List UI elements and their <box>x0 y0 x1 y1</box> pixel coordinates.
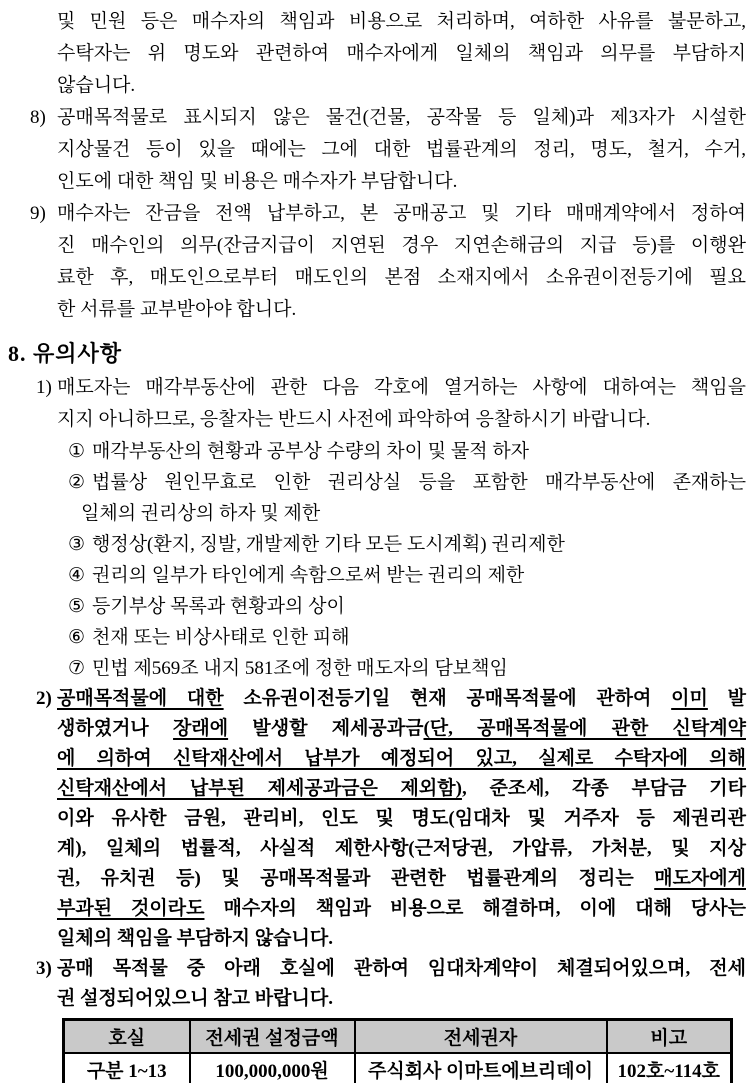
doc-line <box>57 744 746 774</box>
text-segment: 및 민원 등은 매수자의 책임과 비용으로 처리하며, 여하한 사유를 불문하고, <box>57 11 746 32</box>
doc-line <box>57 894 746 924</box>
text-segment: 법률상 원인무효로 인한 권리상실 등을 포함한 매각부동산에 존재하는 <box>92 472 746 493</box>
doc-line <box>57 804 746 834</box>
text-segment: 천재 또는 비상사태로 인한 피해 <box>92 627 350 648</box>
item-8 <box>0 102 756 198</box>
doc-line <box>36 954 746 984</box>
text-segment: 공매목적물로 표시되지 않은 물건(건물, 공작물 등 일체)과 제3자가 시설한 <box>57 107 746 128</box>
doc-line <box>30 102 746 134</box>
text-segment: 수탁자는 위 명도와 관련하여 매수자에게 일체의 책임과 의무를 부담하지 <box>57 43 746 64</box>
cell-holder: 주식회사 이마트에브리데이 <box>355 1053 607 1083</box>
text-segment: 권리의 일부가 타인에게 속함으로써 받는 권리의 제한 <box>92 565 525 586</box>
text-segment: 발 <box>707 688 746 709</box>
text-segment: 등기부상 목록과 현황과의 상이 <box>92 596 345 617</box>
header-note: 비고 <box>607 1020 732 1054</box>
doc-line <box>68 622 746 653</box>
doc-line <box>57 294 746 326</box>
list-marker: 9) <box>30 203 46 224</box>
header-jeonse-amount: 전세권 설정금액 <box>190 1020 355 1054</box>
doc-line <box>57 38 746 70</box>
doc-line <box>57 230 746 262</box>
text-segment: , 준조세, 각종 부담금 기타 <box>461 778 746 799</box>
doc-line <box>30 198 746 230</box>
item-1 <box>0 372 756 436</box>
item7-continuation-paragraph <box>0 6 756 102</box>
doc-line <box>36 684 746 714</box>
text-segment: 매수자는 잔금을 전액 납부하고, 본 공매공고 및 기타 매매계약에서 정하여 <box>57 203 746 224</box>
doc-line <box>57 864 746 894</box>
text-segment: (단, 공매목적물에 관한 신탁계약 <box>423 718 746 739</box>
text-segment: 지상물건 등이 있을 때에는 그에 대한 법률관계의 정리, 명도, 철거, 수거, <box>57 139 746 160</box>
text-segment: 일체의 책임을 부담하지 않습니다. <box>57 928 333 949</box>
doc-line <box>57 924 746 954</box>
item-2 <box>0 684 756 954</box>
item-1-subitems <box>0 436 756 684</box>
cell-note: 102호~114호 <box>607 1053 732 1083</box>
document-body <box>0 6 756 1014</box>
text-segment: 8. 유의사항 <box>8 341 123 366</box>
text-segment: 매수자의 책임과 비용으로 해결하며, 이에 대해 당사는 <box>204 898 746 919</box>
text-segment: 지지 아니하므로, 응찰자는 반드시 사전에 파악하여 응찰하시기 바랍니다. <box>57 409 651 430</box>
list-marker: ⑦ <box>68 658 86 679</box>
list-marker: 8) <box>30 107 46 128</box>
text-segment: 발생할 제세공과금 <box>228 718 424 739</box>
text-segment: 료한 후, 매도인으로부터 매도인의 본점 소재지에서 소유권이전등기에 필요 <box>57 267 746 288</box>
table-header-row <box>64 1020 732 1054</box>
text-segment: 신탁재산에서 납부된 제세공과금은 제외함) <box>57 778 462 799</box>
section-8-heading <box>0 336 756 372</box>
list-marker: 2) <box>36 688 52 709</box>
doc-line <box>68 591 746 622</box>
text-segment: 한 서류를 교부받아야 합니다. <box>57 299 297 320</box>
doc-line <box>57 404 746 436</box>
doc-line <box>57 774 746 804</box>
doc-line <box>68 467 746 498</box>
doc-line <box>57 6 746 38</box>
doc-line <box>36 372 746 404</box>
list-marker: ⑤ <box>68 596 86 617</box>
doc-line <box>57 262 746 294</box>
text-segment: 권 설정되어있으니 참고 바랍니다. <box>57 988 333 1009</box>
list-marker: ⑥ <box>68 627 86 648</box>
text-segment: 에 의하여 신탁재산에서 납부가 예정되어 있고, 실제로 수탁자에 의해 <box>57 748 746 769</box>
doc-line <box>81 498 746 529</box>
list-marker: ① <box>68 441 86 462</box>
doc-line <box>57 70 746 102</box>
list-marker: 3) <box>36 958 52 979</box>
text-segment: 권, 유치권 등) 및 공매목적물과 관련한 법률관계의 정리는 <box>57 868 655 889</box>
text-segment: 인도에 대한 책임 및 비용은 매수자가 부담합니다. <box>57 171 458 192</box>
text-segment: 소유권이전등기일 현재 공매목적물에 관하여 <box>223 688 672 709</box>
list-marker: ④ <box>68 565 86 586</box>
text-segment: 민법 제569조 내지 581조에 정한 매도자의 담보책임 <box>92 658 508 679</box>
text-segment: 매각부동산의 현황과 공부상 수량의 차이 및 물적 하자 <box>92 441 530 462</box>
item-9 <box>0 198 756 326</box>
text-segment: 이미 <box>671 688 708 709</box>
cell-unit: 구분 1~13 <box>64 1053 190 1083</box>
text-segment: 공매 목적물 중 아래 호실에 관하여 임대차계약이 체결되어있으며, 전세 <box>57 958 746 979</box>
doc-line <box>57 714 746 744</box>
doc-line <box>68 653 746 684</box>
text-segment: 진 매수인의 의무(잔금지급이 지연된 경우 지연손해금의 지급 등)를 이행완 <box>57 235 746 256</box>
text-segment: 않습니다. <box>57 75 136 96</box>
text-segment: 매도자는 매각부동산에 관한 다음 각호에 열거하는 사항에 대하여는 책임을 <box>57 377 746 398</box>
doc-line <box>57 984 746 1014</box>
text-segment: 매도자에게 <box>654 868 746 889</box>
text-segment: 공매목적물에 대한 <box>57 688 224 709</box>
doc-line <box>68 529 746 560</box>
item-3 <box>0 954 756 1014</box>
doc-line <box>68 560 746 591</box>
text-segment: 생하였거나 <box>57 718 174 739</box>
doc-line <box>57 834 746 864</box>
text-segment: 장래에 <box>173 718 229 739</box>
text-segment: 이와 유사한 금원, 관리비, 인도 및 명도(임대차 및 거주자 등 제권리관 <box>57 808 746 829</box>
table-row <box>64 1053 732 1083</box>
list-marker: ② <box>68 472 86 493</box>
text-segment: 일체의 권리상의 하자 및 제한 <box>81 503 321 524</box>
cell-amount: 100,000,000원 <box>190 1053 355 1083</box>
text-segment: 계), 일체의 법률적, 사실적 제한사항(근저당권, 가압류, 가처분, 및 지상 <box>57 838 746 859</box>
header-jeonse-holder: 전세권자 <box>355 1020 607 1054</box>
header-unit: 호실 <box>64 1020 190 1054</box>
text-segment: 행정상(환지, 징발, 개발제한 기타 모든 도시계획) 권리제한 <box>92 534 565 555</box>
doc-line <box>57 134 746 166</box>
text-segment: 부과된 것이라도 <box>57 898 205 919</box>
doc-line <box>68 436 746 467</box>
doc-line <box>57 166 746 198</box>
list-marker: 1) <box>36 377 52 398</box>
list-marker: ③ <box>68 534 86 555</box>
section-heading <box>8 336 708 372</box>
tenancy-table <box>62 1018 733 1083</box>
